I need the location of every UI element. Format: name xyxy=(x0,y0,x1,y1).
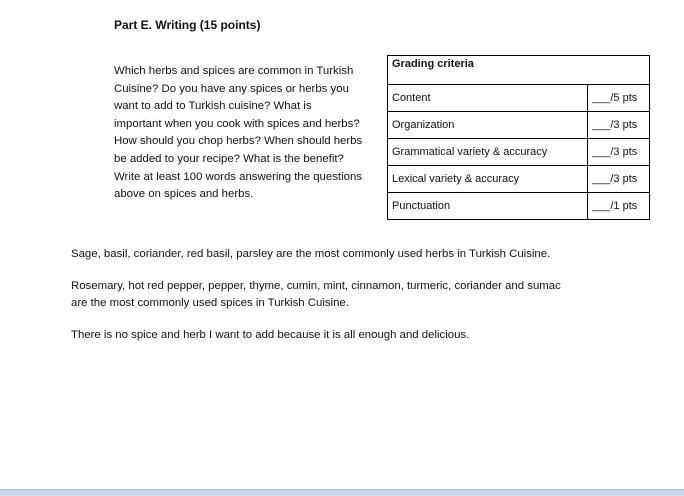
criterion-points: ___/1 pts xyxy=(588,193,650,220)
prompt-line: important when you cook with spices and herbs? xyxy=(114,117,360,130)
prompt-line: How should you chop herbs? When should herbs xyxy=(114,135,363,148)
answer-paragraph-2-line-1[interactable]: Rosemary, hot red pepper, pepper, thyme, cumin, mint, cinnamon, turmeric, coriander and sumac xyxy=(71,280,561,292)
writing-prompt xyxy=(114,63,386,204)
criterion-points: ___/3 pts xyxy=(588,112,650,139)
table-row xyxy=(388,193,650,220)
prompt-line: Which herbs and spices are common in Turkish xyxy=(114,65,354,77)
criterion-label: Organization xyxy=(388,112,588,139)
grading-criteria-table xyxy=(387,55,650,220)
grading-criteria-header: Grading criteria xyxy=(388,56,650,85)
prompt-line: above on spices and herbs. xyxy=(114,188,254,201)
criterion-points: ___/5 pts xyxy=(588,85,650,112)
table-header-row xyxy=(388,56,650,85)
criterion-label: Lexical variety & accuracy xyxy=(388,166,588,193)
answer-paragraph-2-line-2[interactable]: are the most commonly used spices in Turkish Cuisine. xyxy=(71,297,349,309)
prompt-line: Write at least 100 words answering the questions xyxy=(114,170,362,183)
table-row xyxy=(388,139,650,166)
criterion-label: Punctuation xyxy=(388,193,588,220)
prompt-line: Cuisine? Do you have any spices or herbs you xyxy=(114,82,349,95)
answer-paragraph-1[interactable]: Sage, basil, coriander, red basil, parsley are the most commonly used herbs in Turkish Cuisine. xyxy=(71,248,551,260)
criterion-label: Grammatical variety & accuracy xyxy=(388,139,588,166)
table-row xyxy=(388,166,650,193)
prompt-line: be added to your recipe? What is the benefit? xyxy=(114,152,344,165)
criterion-points: ___/3 pts xyxy=(588,166,650,193)
section-title: Part E. Writing (15 points) xyxy=(114,18,261,32)
criterion-label: Content xyxy=(388,85,588,112)
criterion-points: ___/3 pts xyxy=(588,139,650,166)
prompt-line: want to add to Turkish cuisine? What is xyxy=(114,100,312,113)
table-row xyxy=(388,85,650,112)
answer-paragraph-3[interactable]: There is no spice and herb I want to add because it is all enough and delicious. xyxy=(71,329,470,341)
table-row xyxy=(388,112,650,139)
